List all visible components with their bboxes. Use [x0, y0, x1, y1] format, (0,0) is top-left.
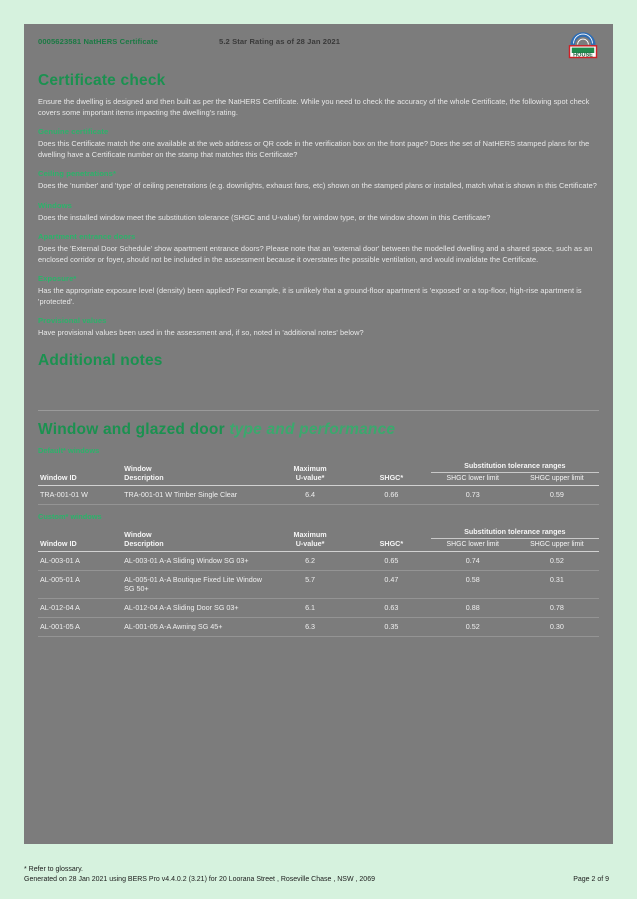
col-header-substitution-tolerance-ranges: Substitution tolerance ranges [431, 524, 599, 539]
col-header-substitution-tolerance-ranges: Substitution tolerance ranges [431, 458, 599, 473]
cell-max-uvalue: 5.7 [268, 570, 352, 598]
col-header-description-line1: Window [124, 529, 152, 539]
col-header-window-id: Window ID [40, 473, 77, 483]
col-header-description-line1: Window [124, 464, 152, 474]
cell-max-uvalue: 6.3 [268, 617, 352, 636]
certificate-id-label: 0005623581 NatHERS Certificate [38, 37, 158, 46]
cell-shgc-lower: 0.58 [431, 570, 515, 598]
cell-shgc: 0.65 [352, 552, 431, 570]
cell-max-uvalue: 6.2 [268, 552, 352, 570]
check-item-text-windows: Does the installed window meet the substitution tolerance (SHGC and U-value) for window type, or the window shown in this Certificate? [38, 212, 491, 222]
check-item-title-apartment-entrance-doors: Apartment entrance doors [38, 231, 136, 241]
check-item-title-windows: Windows [38, 200, 72, 210]
certificate-page [24, 24, 613, 844]
windows-section-heading [38, 421, 599, 439]
check-item-text-genuine-certificate: Does this Certificate match the one available at the web address or QR code in the verification box on the front page? Does the set of NatHERS stamped plans for the dwelling have a Certificate number on the stamp that matches this Certificate? [38, 139, 590, 160]
check-item-title-genuine-certificate: Genuine certificate [38, 127, 109, 137]
page-footer [24, 865, 613, 885]
cell-window-id: AL-012-04 A [38, 599, 122, 618]
col-header-description-line2: Description [124, 538, 164, 548]
cell-window-id: AL-003-01 A [38, 552, 122, 570]
cell-shgc-lower: 0.88 [431, 599, 515, 618]
col-header-description-line2: Description [124, 473, 164, 483]
default-windows-title: Default* windows [38, 446, 100, 456]
cell-shgc-upper: 0.31 [515, 570, 599, 598]
table-row [38, 486, 599, 504]
col-header-window-description [122, 524, 268, 551]
cell-max-uvalue: 6.4 [268, 486, 352, 504]
col-header-shgc-upper-limit: SHGC upper limit [530, 540, 584, 548]
windows-heading-main: Window and glazed door [38, 421, 230, 439]
check-item-title-exposure: Exposure* [38, 273, 77, 283]
logo-house-text: HOUSE [573, 52, 593, 59]
cell-shgc: 0.63 [352, 599, 431, 618]
check-item-text-apartment-entrance-doors: Does the 'External Door Schedule' show apartment entrance doors? Please note that an 'external door' between the modelled dwelling and a shared space, such as an enclosed corridor or foyer, should not be included in the assessment because it overstates the possible ventilation, and would invalidate the Certificate. [38, 243, 593, 264]
col-header-shgc: SHGC* [379, 473, 404, 483]
check-item-text-provisional-values: Have provisional values been used in the assessment and, if so, noted in 'additional notes' below? [38, 328, 364, 338]
col-header-shgc-lower-limit: SHGC lower limit [446, 475, 499, 483]
col-header-max-uvalue [268, 524, 352, 551]
table-row [38, 617, 599, 636]
cell-window-id: AL-001-05 A [38, 617, 122, 636]
cell-shgc-upper: 0.52 [515, 552, 599, 570]
col-header-umax-line2: U-value* [295, 473, 325, 483]
table-row [38, 599, 599, 618]
certificate-check-heading: Certificate check [38, 72, 166, 89]
cell-shgc-upper: 0.59 [515, 486, 599, 504]
cell-shgc-lower: 0.52 [431, 617, 515, 636]
default-windows-table [38, 458, 599, 505]
star-rating-label: 5.2 Star Rating as of 28 Jan 2021 [219, 37, 341, 46]
cell-window-id: AL-005-01 A [38, 570, 122, 598]
cell-shgc-lower: 0.73 [431, 486, 515, 504]
col-header-umax-line2: U-value* [295, 538, 325, 548]
cell-shgc: 0.47 [352, 570, 431, 598]
additional-notes-heading: Additional notes [38, 352, 163, 370]
windows-heading-italic: type and performance [229, 421, 396, 439]
check-item-title-provisional-values: Provisional values [38, 316, 107, 326]
cell-max-uvalue: 6.1 [268, 599, 352, 618]
cell-shgc: 0.35 [352, 617, 431, 636]
check-item-text-exposure: Has the appropriate exposure level (density) been applied? For example, it is unlikely that a ground-floor apartment is 'exposed' or a top-floor, high-rise apartment is 'protected'. [38, 285, 582, 306]
cell-window-description: TRA-001-01 W Timber Single Clear [122, 486, 268, 504]
page-header [24, 24, 613, 66]
cell-window-description: AL-001-05 A-A Awning SG 45+ [122, 617, 268, 636]
cell-shgc-upper: 0.78 [515, 599, 599, 618]
cell-shgc-lower: 0.74 [431, 552, 515, 570]
col-header-shgc: SHGC* [379, 538, 404, 548]
glossary-note: * Refer to glossary. [24, 865, 84, 873]
col-header-shgc-upper-limit: SHGC upper limit [530, 475, 584, 483]
col-header-window-id: Window ID [40, 538, 77, 548]
generated-line: Generated on 28 Jan 2021 using BERS Pro v4.4.0.2 (3.21) for 20 Loorana Street , Roseville Chase , NSW , 2069 [24, 875, 375, 883]
cell-window-description: AL-005-01 A-A Boutique Fixed Lite Window SG 50+ [122, 570, 268, 598]
page-number: Page 2 of 9 [573, 875, 609, 883]
cell-window-description: AL-003-01 A-A Sliding Window SG 03+ [122, 552, 268, 570]
col-header-umax-line1: Maximum [293, 529, 327, 539]
certificate-check-intro: Ensure the dwelling is designed and then built as per the NatHERS Certificate. While you need to check the accuracy of the whole Certificate, the following spot check covers some important items impacting the dwelling's rating. [38, 97, 590, 118]
col-header-max-uvalue [268, 458, 352, 485]
custom-windows-title: Custom* windows [38, 511, 102, 521]
table-row [38, 570, 599, 598]
section-divider [38, 410, 599, 411]
col-header-shgc-lower-limit: SHGC lower limit [446, 540, 499, 548]
cell-shgc: 0.66 [352, 486, 431, 504]
nathers-house-logo [565, 26, 601, 62]
cell-shgc-upper: 0.30 [515, 617, 599, 636]
cell-window-description: AL-012-04 A-A Sliding Door SG 03+ [122, 599, 268, 618]
col-header-umax-line1: Maximum [293, 464, 327, 474]
table-row [38, 552, 599, 570]
check-item-text-ceiling-penetrations: Does the 'number' and 'type' of ceiling penetrations (e.g. downlights, exhaust fans, etc) shown on the stamped plans or installed, match what is shown in this Certificate? [38, 181, 597, 191]
check-item-title-ceiling-penetrations: Ceiling penetrations* [38, 169, 117, 179]
col-header-window-description [122, 458, 268, 485]
additional-notes-body [38, 376, 599, 402]
custom-windows-table [38, 524, 599, 637]
cell-window-id: TRA-001-01 W [38, 486, 122, 504]
